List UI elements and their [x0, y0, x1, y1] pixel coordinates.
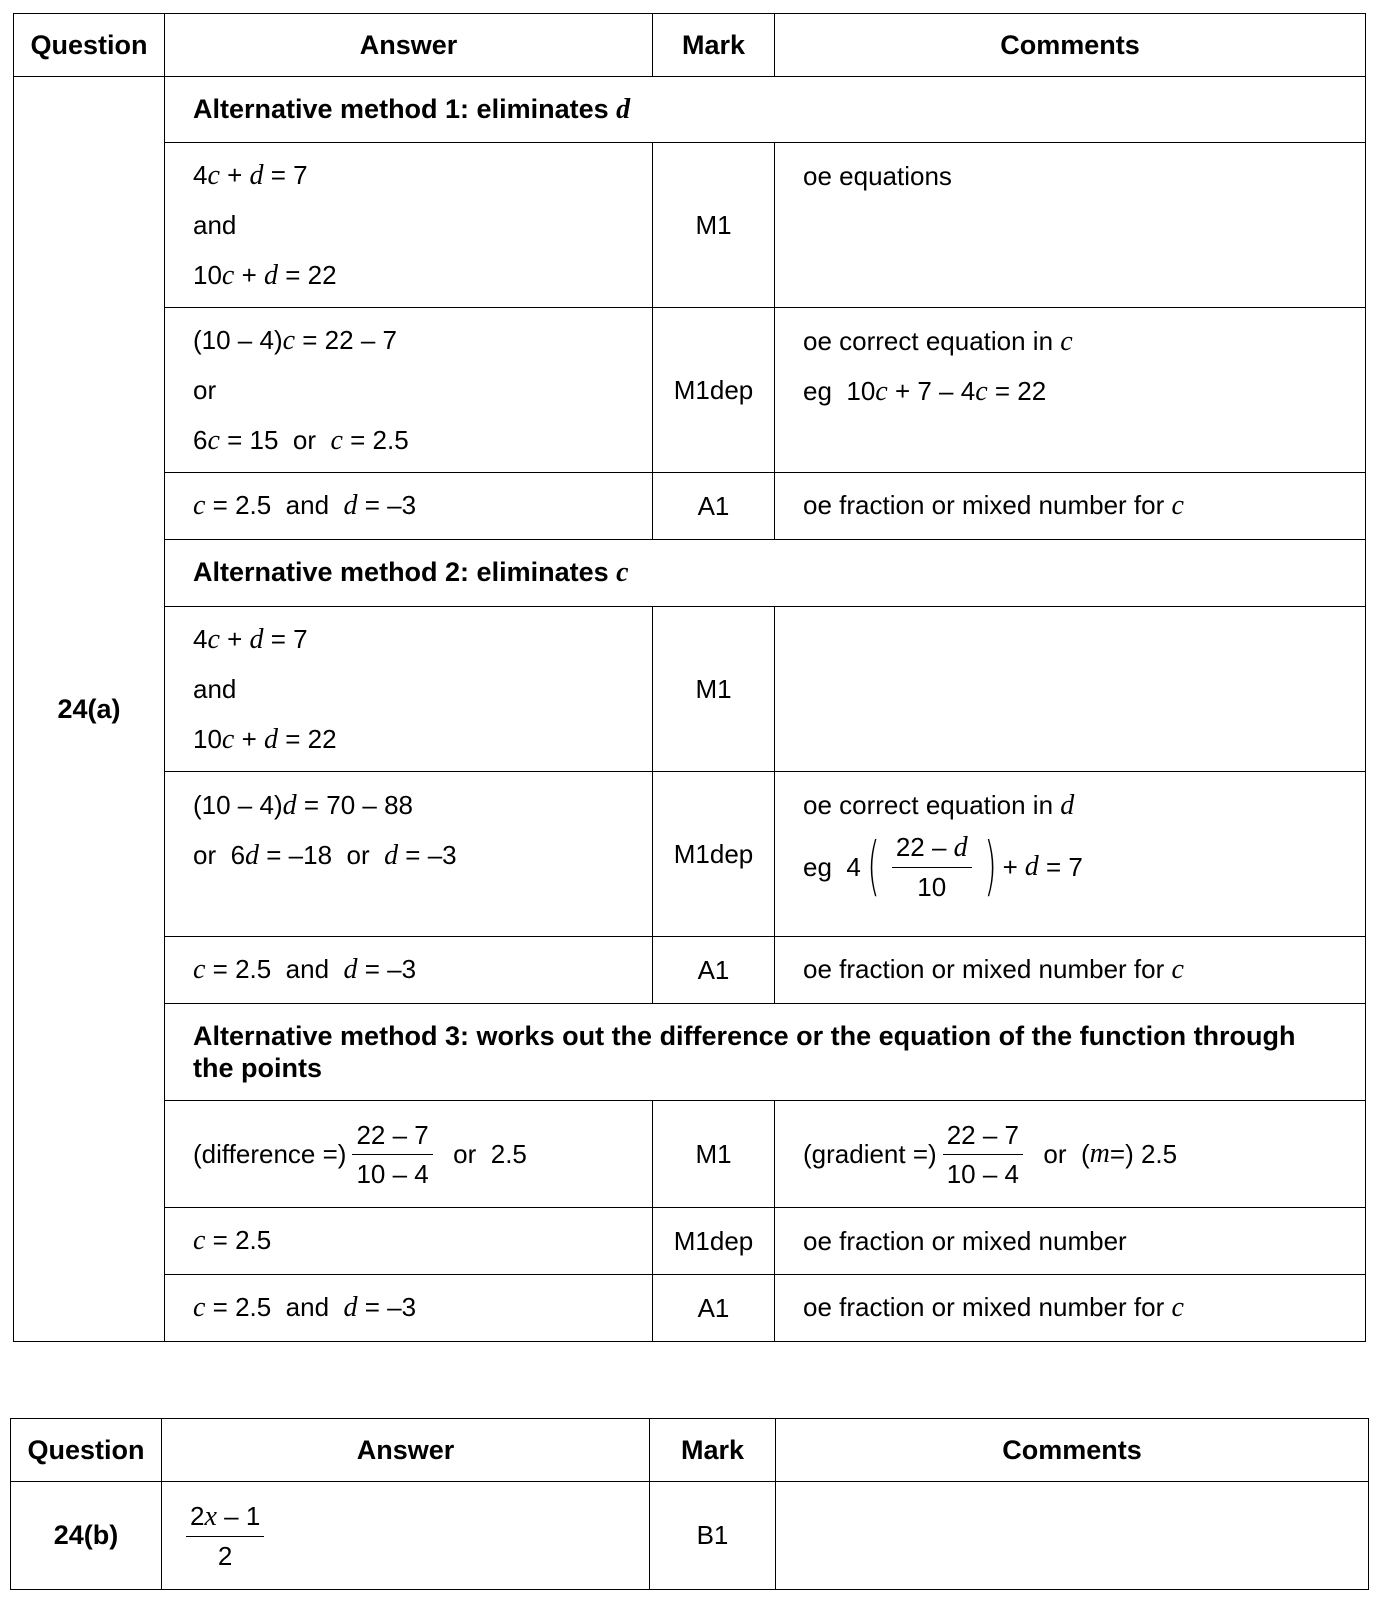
- table-row: [14, 607, 1366, 772]
- mark-cell: A1: [653, 937, 775, 1004]
- answer-cell: [165, 143, 653, 308]
- comment-cell: [776, 1482, 1369, 1590]
- comment-cell: (gradient =) $\frac{22 - 7}{10 - 4}$ or ( m =) 2.5: [775, 1101, 1366, 1208]
- header-comments: Comments: [775, 14, 1366, 77]
- answer-cell: c = 2.5: [165, 1208, 653, 1275]
- mark-cell: A1: [653, 1275, 775, 1342]
- markscheme-table-24b: [10, 1418, 1369, 1590]
- answer-cell: c = 2.5 and d = –3: [165, 937, 653, 1004]
- header-answer: Answer: [165, 14, 653, 77]
- comment-cell: [775, 607, 1366, 772]
- table-row: [14, 1208, 1366, 1275]
- alt2-title: Alternative method 2: eliminates c: [165, 540, 1366, 607]
- header-question: Question: [14, 14, 165, 77]
- markscheme-table-24a: [13, 13, 1366, 1342]
- comment-cell: oe fraction or mixed number for c: [775, 473, 1366, 540]
- comment-cell: oe correct equation in c eg 10c + 7 – 4c = 22: [775, 308, 1366, 473]
- mark-cell: M1: [653, 1101, 775, 1208]
- alt3-title-row: [14, 1004, 1366, 1101]
- question-number: 24(b): [11, 1482, 162, 1590]
- answer-cell: 4c + d = 7 and 10c + d = 22: [165, 607, 653, 772]
- comment-cell: oe fraction or mixed number for c: [775, 937, 1366, 1004]
- alt3-title: Alternative method 3: works out the difference or the equation of the function through the points: [165, 1004, 1366, 1101]
- fraction-example: eg 4 ( $\frac{22 - d}{10}$ ) + d = 7: [803, 830, 1083, 904]
- table-row: [14, 473, 1366, 540]
- mark-cell: M1: [653, 607, 775, 772]
- table-row: [14, 143, 1366, 308]
- header-mark: Mark: [650, 1419, 776, 1482]
- comment-cell: oe equations: [775, 143, 1366, 308]
- answer-cell: c = 2.5 and d = –3: [165, 473, 653, 540]
- mark-cell: M1dep: [653, 772, 775, 937]
- header-comments: Comments: [776, 1419, 1369, 1482]
- comment-cell: oe fraction or mixed number for c: [775, 1275, 1366, 1342]
- alt1-title-row: [14, 77, 1366, 143]
- equation: 4c + d = 7: [193, 160, 308, 191]
- question-number: 24(a): [14, 77, 165, 1342]
- equation: 10c + d = 22: [193, 260, 337, 291]
- comment-cell: oe correct equation in d eg 4 ( $\frac{22 - d}{10}$ ) + d = 7: [775, 772, 1366, 937]
- mark-cell: M1dep: [653, 1208, 775, 1275]
- equation: (10 – 4)c = 22 – 7: [193, 325, 397, 356]
- answer-text: and: [193, 210, 237, 240]
- answer-cell: [162, 1482, 650, 1590]
- answer-cell: c = 2.5 and d = –3: [165, 1275, 653, 1342]
- header-row: [11, 1419, 1369, 1482]
- alt1-title: Alternative method 1: eliminates d: [165, 77, 1366, 143]
- table-row: [11, 1482, 1369, 1590]
- table-row: [14, 772, 1366, 937]
- answer-cell: [165, 308, 653, 473]
- mark-cell: M1dep: [653, 308, 775, 473]
- table-row: [14, 308, 1366, 473]
- table-row: [14, 1275, 1366, 1342]
- header-row: [14, 14, 1366, 77]
- equation: 6c = 15 or c = 2.5: [193, 425, 409, 456]
- answer-cell: (10 – 4)d = 70 – 88 or 6d = –18 or d = –3: [165, 772, 653, 937]
- table-row: [14, 937, 1366, 1004]
- alt2-title-row: [14, 540, 1366, 607]
- header-answer: Answer: [162, 1419, 650, 1482]
- answer-cell: (difference =) $\frac{22 - 7}{10 - 4}$ or 2.5: [165, 1101, 653, 1208]
- header-mark: Mark: [653, 14, 775, 77]
- comment-cell: oe fraction or mixed number: [775, 1208, 1366, 1275]
- mark-cell: A1: [653, 473, 775, 540]
- table-row: [14, 1101, 1366, 1208]
- mark-cell: M1: [653, 143, 775, 308]
- header-question: Question: [11, 1419, 162, 1482]
- answer-fraction: $\frac{2x - 1}{2}$: [186, 1499, 264, 1573]
- answer-text: or: [193, 375, 217, 405]
- mark-cell: B1: [650, 1482, 776, 1590]
